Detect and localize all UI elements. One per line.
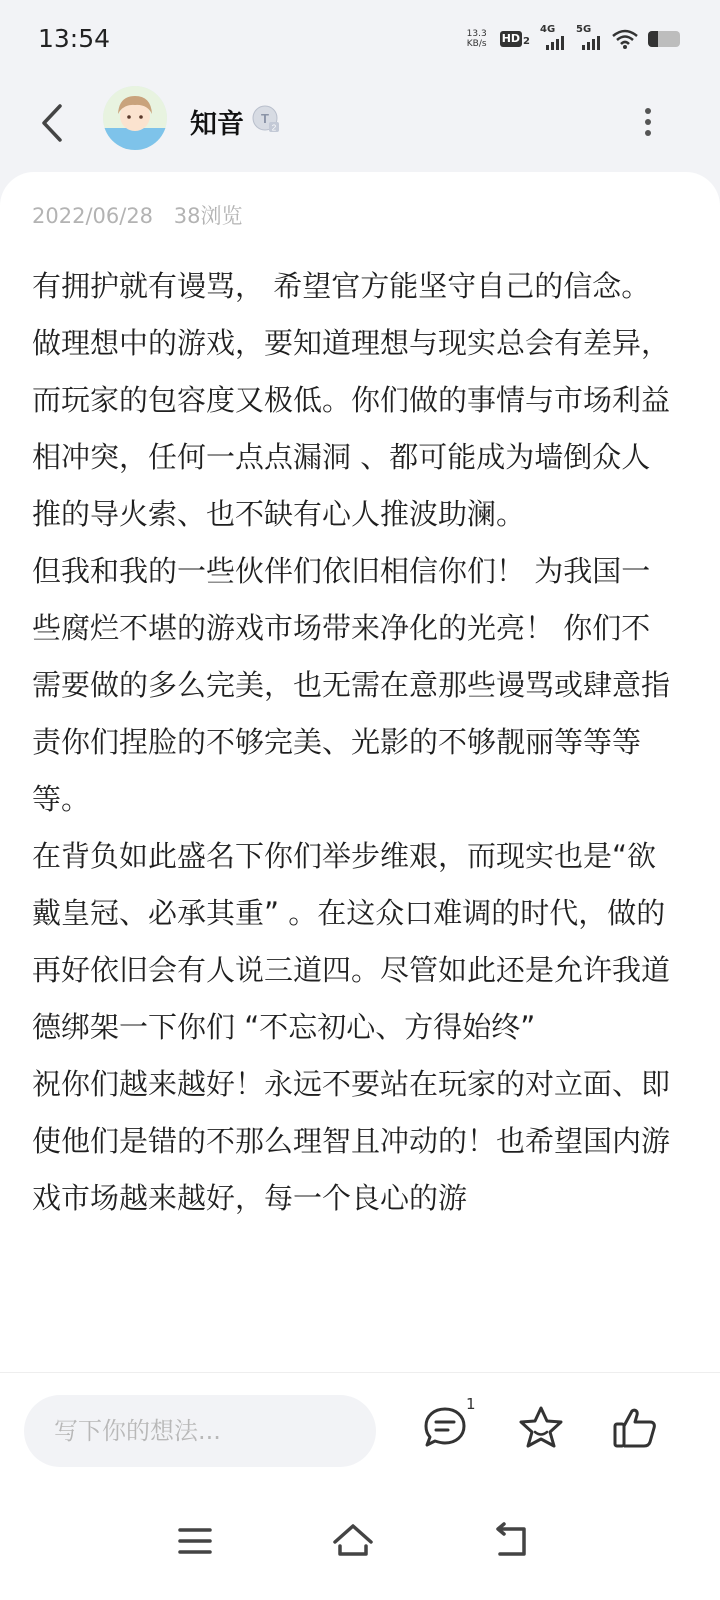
hd-voice-icon: [500, 31, 530, 47]
back-icon[interactable]: [486, 1516, 536, 1566]
more-vertical-icon[interactable]: [628, 102, 668, 142]
back-arrow-icon[interactable]: [30, 98, 80, 148]
post-paragraph: 祝你们越来越好！永远不要站在玩家的对立面、即使他们是错的不那么理智且冲动的！也希望国内游戏市场越来越好，每一个良心的游: [32, 1067, 671, 1215]
network-speed-value: 13.3: [466, 29, 487, 39]
system-nav-bar: [0, 1490, 720, 1600]
menu-icon[interactable]: [170, 1516, 220, 1566]
home-icon[interactable]: [328, 1516, 378, 1566]
post-meta: [32, 200, 256, 230]
status-icons: [464, 26, 680, 52]
post-card: [0, 172, 720, 1372]
comment-count: 1: [466, 1395, 476, 1413]
level-badge-icon: [252, 105, 280, 133]
post-paragraph: 有拥护就有谩骂， 希望官方能坚守自己的信念。: [32, 269, 651, 303]
star-icon[interactable]: [516, 1403, 566, 1453]
post-header: [0, 80, 720, 170]
hd-label: HD: [501, 32, 521, 45]
signal-4g-label: 4G: [540, 24, 556, 35]
signal-4g-icon: [540, 24, 566, 50]
hd-sub: 2: [523, 36, 530, 47]
thumbs-up-icon[interactable]: [610, 1403, 660, 1453]
network-speed: [464, 29, 490, 49]
post-date: 2022/06/28: [32, 204, 154, 228]
post-body: [32, 258, 677, 1227]
post-paragraph: 在背负如此盛名下你们举步维艰，而现实也是“欲戴皇冠、必承其重” 。在这众口难调的时代，做的再好依旧会有人说三道四。尽管如此还是允许我道德绑架一下你们 “不忘初心、方得始终”: [32, 839, 671, 1044]
status-bar: [0, 0, 720, 80]
svg-text:2: 2: [271, 123, 277, 133]
signal-5g-label: 5G: [576, 24, 592, 35]
battery-level: [648, 31, 658, 47]
signal-5g-icon: [576, 24, 602, 50]
post-views: 38浏览: [173, 204, 243, 228]
wifi-icon: [612, 29, 638, 49]
battery-icon: [648, 31, 680, 47]
network-speed-unit: KB/s: [466, 39, 487, 49]
avatar[interactable]: [103, 86, 167, 150]
status-time: 13:54: [38, 24, 111, 53]
svg-text:T: T: [261, 111, 269, 126]
post-paragraph: 但我和我的一些伙伴们依旧相信你们！ 为我国一些腐烂不堪的游戏市场带来净化的光亮！ 你们不需要做的多么完美，也无需在意那些谩骂或肆意指责你们捏脸的不够完美、光影的不够靓丽等等等等。: [32, 554, 671, 816]
content-fade: [0, 1312, 720, 1372]
action-bar: [0, 1372, 720, 1491]
comment-input[interactable]: 写下你的想法...: [24, 1395, 376, 1467]
post-paragraph: 做理想中的游戏，要知道理想与现实总会有差异，而玩家的包容度又极低。你们做的事情与市场利益相冲突，任何一点点漏洞 、都可能成为墙倒众人推的导火索、也不缺有心人推波助澜。: [32, 326, 671, 531]
author-name[interactable]: 知音: [190, 109, 244, 140]
comment-icon[interactable]: [420, 1403, 470, 1453]
